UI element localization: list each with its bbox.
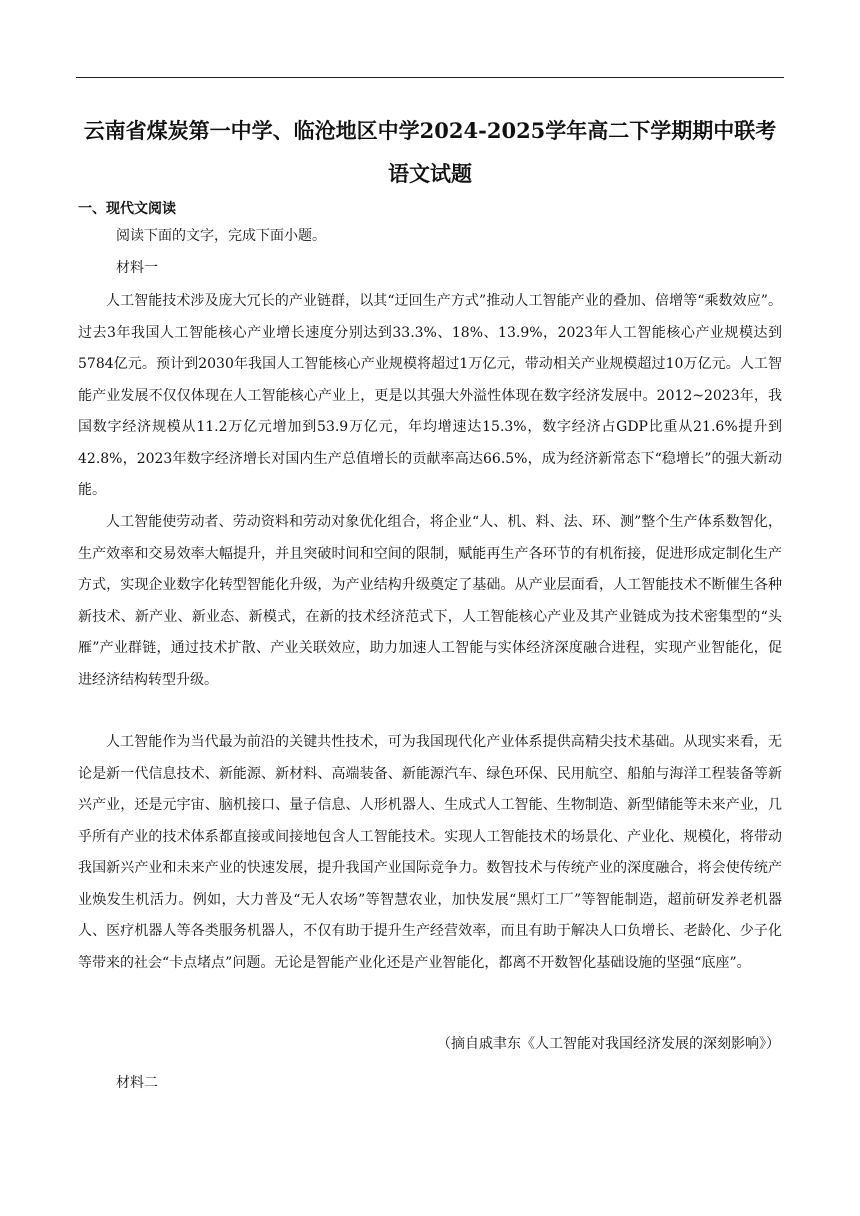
material-one-paragraph-2: 人工智能使劳动者、劳动资料和劳动对象优化组合，将企业“人、机、料、法、环、测”整个生产体系数智化，生产效率和交易效率大幅提升，并且突破时间和空间的限制，赋能再生产各环节的有机衔接，促进形成定制化生产方式，实现企业数字化转型智能化升级，为产业结构升级奠定了基础。从产业层面看，人工智能技术不断催生各种新技术、新产业、新业态、新模式，在新的技术经济范式下，人工智能核心产业及其产业链成为技术密集型的“头雁”产业群链，通过技术扩散、产业关联效应，助力加速人工智能与实体经济深度融合进程，实现产业智能化，促进经济结构转型升级。 xyxy=(78,514,782,688)
section-heading: 一、现代文阅读 xyxy=(78,201,176,217)
exam-subject-title: 语文试题 xyxy=(388,161,472,186)
material-one-paragraph-1: 人工智能技术涉及庞大冗长的产业链群，以其“迂回生产方式”推动人工智能产业的叠加、倍增等“乘数效应”。过去3年我国人工智能核心产业增长速度分别达到33.3%、18%、13.9%，2023年人工智能核心产业规模达到5784亿元。预计到2030年我国人工智能核心产业规模将超过1万亿元，带动相关产业规模超过10万亿元。人工智能产业发展不仅仅体现在人工智能核心产业上，更是以其强大外溢性体现在数字经济发展中。2012~2023年，我国数字经济规模从11.2万亿元增加到53.9万亿元，年均增速达15.3%，数字经济占GDP比重从21.6%提升到42.8%，2023年数字经济增长对国内生产总值增长的贡献率高达66.5%，成为经济新常态下“稳增长”的强大新动能。 xyxy=(78,293,782,498)
material-one-source: （摘自戚聿东《人工智能对我国经济发展的深刻影响》） xyxy=(437,1036,780,1052)
material-one-paragraph-3: 人工智能作为当代最为前沿的关键共性技术，可为我国现代化产业体系提供高精尖技术基础。从现实来看，无论是新一代信息技术、新能源、新材料、高端装备、新能源汽车、绿色环保、民用航空、船舶与海洋工程装备等新兴产业，还是元宇宙、脑机接口、量子信息、人形机器人、生成式人工智能、生物制造、新型储能等未来产业，几乎所有产业的技术体系都直接或间接地包含人工智能技术。实现人工智能技术的场景化、产业化、规模化，将带动我国新兴产业和未来产业的快速发展，提升我国产业国际竞争力。数智技术与传统产业的深度融合，将会使传统产业焕发生机活力。例如，大力普及“无人农场”等智慧农业，加快发展“黑灯工厂”等智能制造，超前研发养老机器人、医疗机器人等各类服务机器人，不仅有助于提升生产经营效率，而且有助于解决人口负增长、老龄化、少子化等带来的社会“卡点堵点”问题。无论是智能产业化还是产业智能化，都离不开数智化基础设施的坚强“底座”。 xyxy=(78,734,782,971)
header-rule xyxy=(76,77,784,78)
material-two-label: 材料二 xyxy=(116,1075,158,1091)
exam-title: 云南省煤炭第一中学、临沧地区中学2024-2025学年高二下学期期中联考 xyxy=(83,118,777,143)
material-one-label: 材料一 xyxy=(116,260,158,276)
instruction-text: 阅读下面的文字，完成下面小题。 xyxy=(116,228,326,244)
